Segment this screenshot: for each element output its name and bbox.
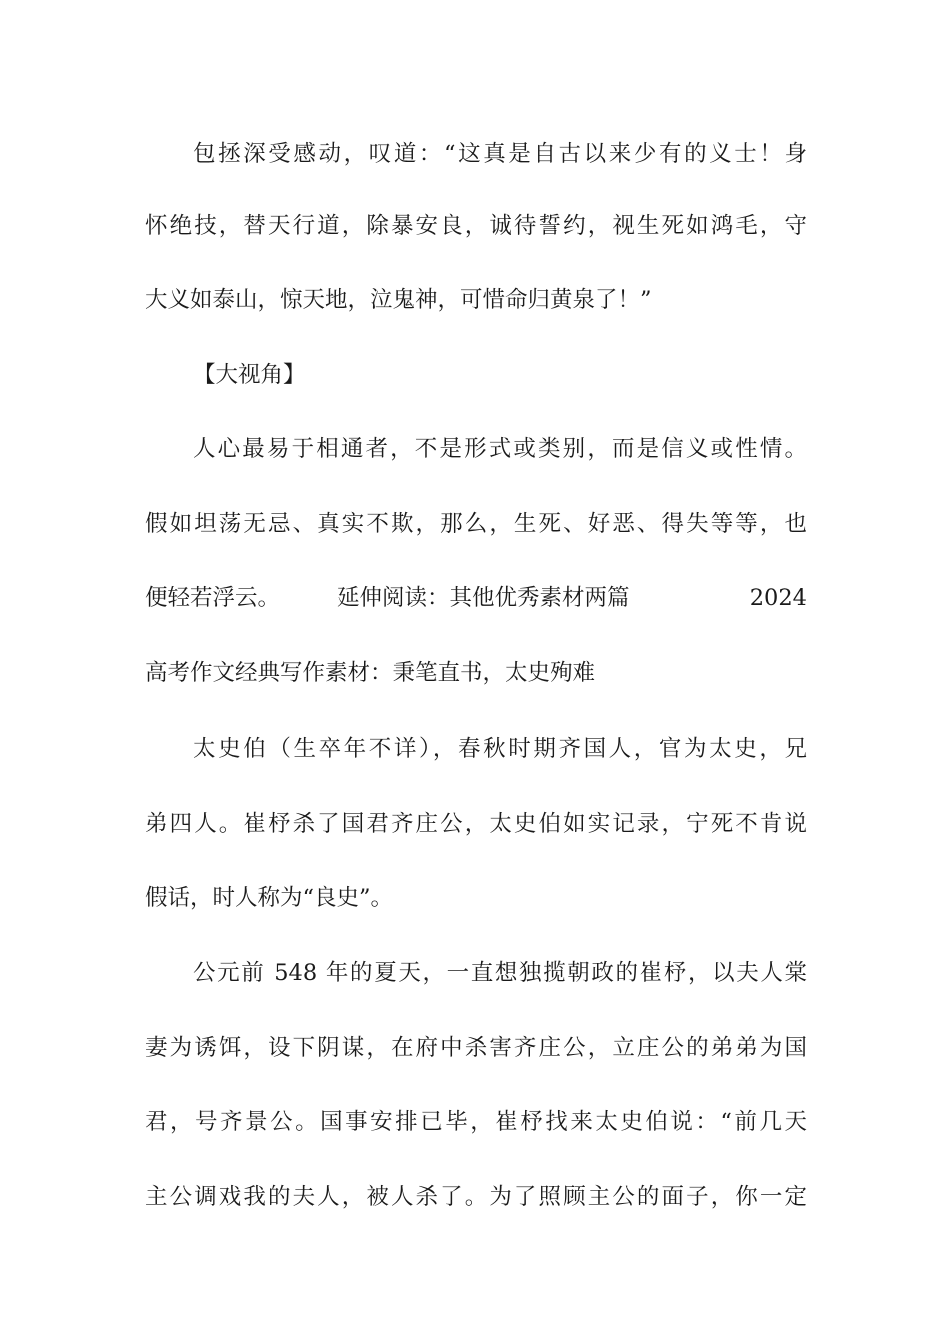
paragraph-4-line-4: 主公调戏我的夫人，被人杀了。为了照顾主公的面子，你一定: [145, 1184, 807, 1210]
paragraph-3-line-1: 太史伯（生卒年不详），春秋时期齐国人，官为太史，兄: [193, 736, 807, 762]
paragraph-1-line-1: 包拯深受感动，叹道：“这真是自古以来少有的义士！身: [193, 141, 807, 167]
paragraph-4-line-3: 君，号齐景公。国事安排已毕，崔杼找来太史伯说：“前几天: [145, 1109, 807, 1135]
paragraph-2-line-2: 假如坦荡无忌、真实不欺，那么，生死、好恶、得失等等，也: [145, 511, 807, 537]
paragraph-4-line-1: 公元前 548 年的夏天，一直想独揽朝政的崔杼，以夫人棠: [193, 960, 807, 986]
paragraph-3-line-3: 假话，时人称为“良史”。: [145, 885, 394, 911]
paragraph-4-line-2: 妻为诱饵，设下阴谋，在府中杀害齐庄公，立庄公的弟弟为国: [145, 1035, 807, 1061]
paragraph-2-line-4: 高考作文经典写作素材：秉笔直书，太史殉难: [145, 660, 596, 686]
paragraph-2-line-1: 人心最易于相通者，不是形式或类别，而是信义或性情。: [193, 436, 807, 462]
paragraph-3-line-2: 弟四人。崔杼杀了国君齐庄公，太史伯如实记录，宁死不肯说: [145, 811, 807, 837]
section-heading: 【大视角】: [193, 362, 306, 388]
extended-reading-title: 延伸阅读：其他优秀素材两篇: [337, 585, 630, 611]
paragraph-2-line-3-left: 便轻若浮云。: [145, 585, 281, 611]
paragraph-1-line-3: 大义如泰山，惊天地，泣鬼神，可惜命归黄泉了！”: [145, 287, 652, 313]
paragraph-1-line-2: 怀绝技，替天行道，除暴安良，诚待誓约，视生死如鸿毛，守: [145, 213, 807, 239]
year-label: 2024: [749, 585, 807, 611]
